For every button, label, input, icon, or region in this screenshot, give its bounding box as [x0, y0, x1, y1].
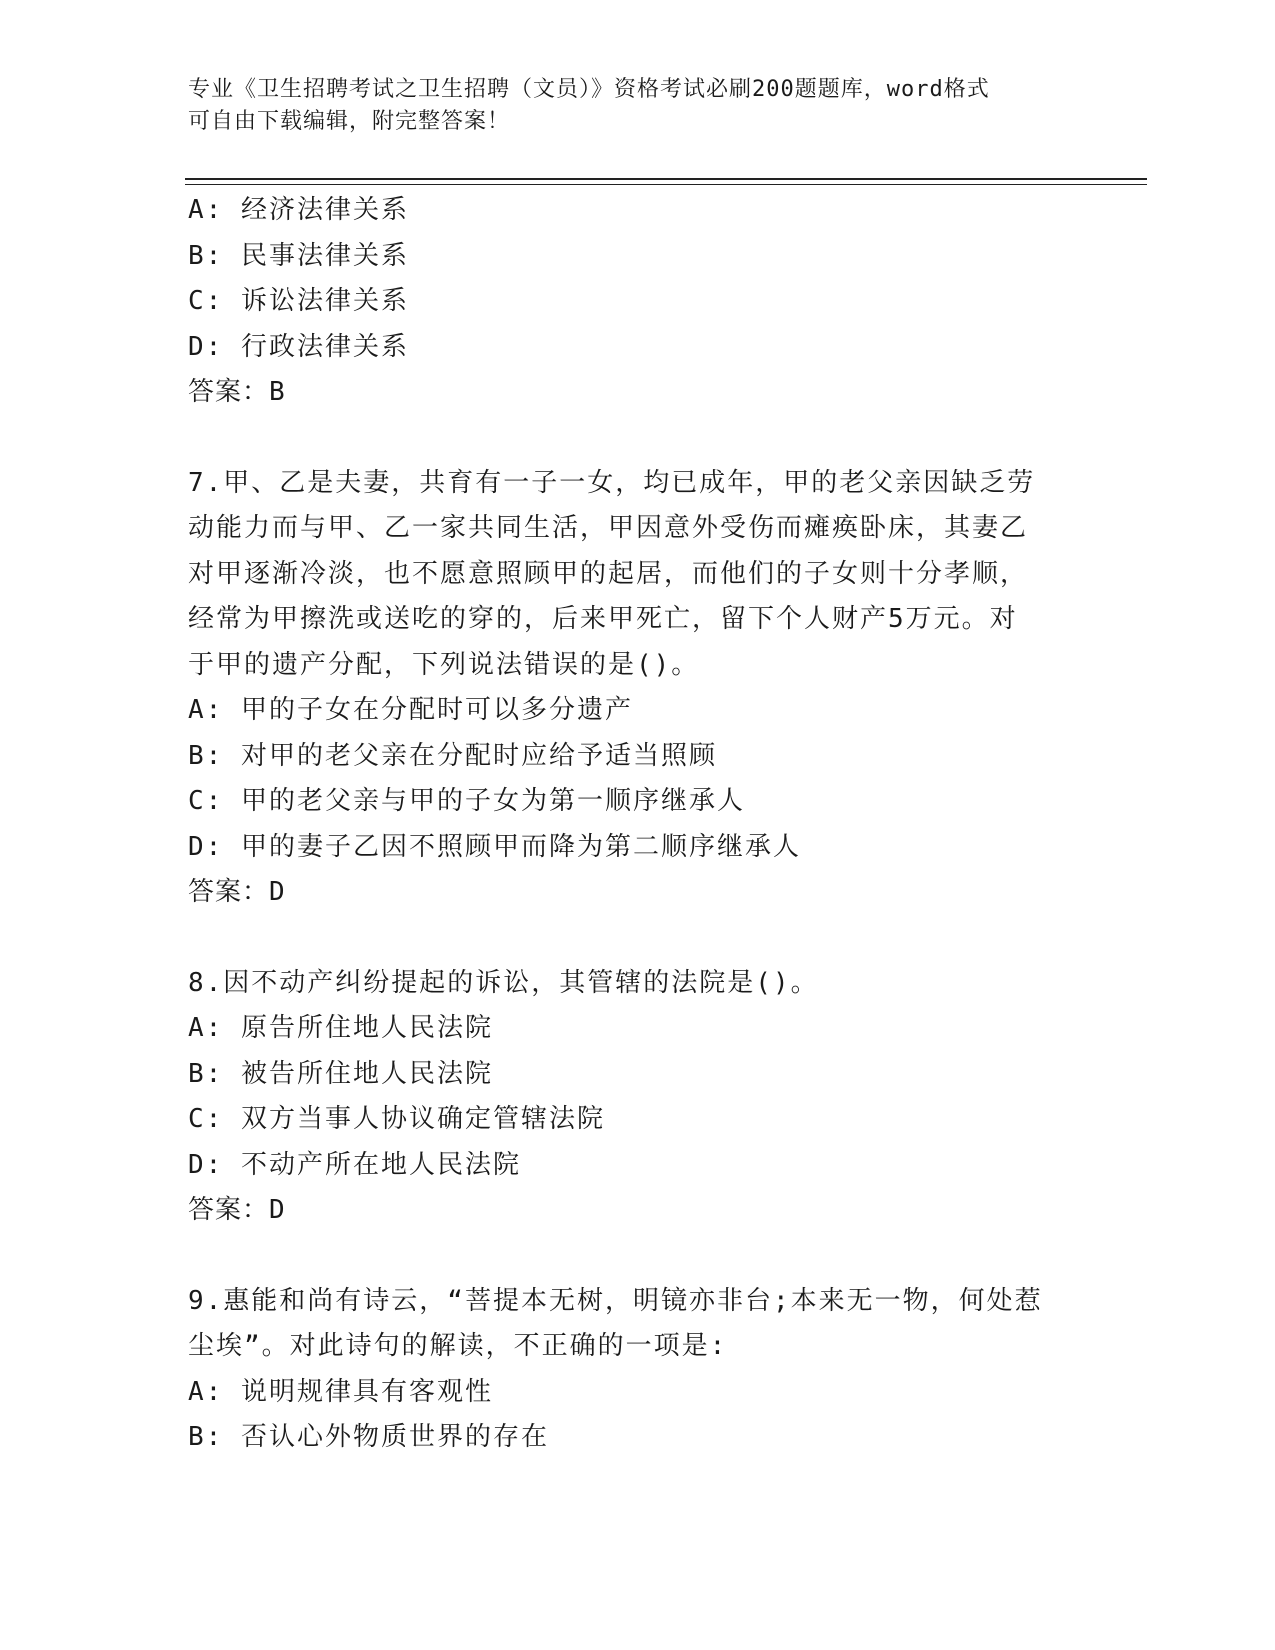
q9-option-b: B: 否认心外物质世界的存在 [188, 1422, 549, 1452]
q7-option-a: A: 甲的子女在分配时可以多分遗产 [188, 695, 633, 725]
question-9-block [188, 1279, 1088, 1461]
q7-option-c: C: 甲的老父亲与甲的子女为第一顺序继承人 [188, 786, 745, 816]
q8-option-a: A: 原告所住地人民法院 [188, 1013, 493, 1043]
q6-option-a: A: 经济法律关系 [188, 195, 409, 225]
q8-option-b: B: 被告所住地人民法院 [188, 1058, 493, 1089]
question-8-block [188, 961, 1088, 1234]
q6-option-b: B: 民事法律关系 [188, 240, 409, 271]
q7-text-line-3: 对甲逐渐冷淡，也不愿意照顾甲的起居，而他们的子女则十分孝顺， [188, 558, 1029, 589]
q6-option-c: C: 诉讼法律关系 [188, 286, 409, 316]
question-list [188, 188, 1088, 1506]
q9-option-a: A: 说明规律具有客观性 [188, 1376, 493, 1407]
header-line-2: 可自由下载编辑，附完整答案！ [188, 109, 511, 134]
header-divider-thick [185, 178, 1147, 180]
question-7-block [188, 461, 1088, 916]
q6-answer: 答案：B [188, 377, 286, 407]
header-divider-thin [185, 184, 1147, 185]
q8-option-c: C: 双方当事人协议确定管辖法院 [188, 1104, 605, 1134]
q7-text-line-2: 动能力而与甲、乙一家共同生活，甲因意外受伤而瘫痪卧床，其妻乙 [188, 513, 1029, 543]
q9-text-line-1: 9.惠能和尚有诗云，“菩提本无树，明镜亦非台;本来无一物，何处惹 [188, 1285, 1043, 1316]
header-line-1: 专业《卫生招聘考试之卫生招聘（文员）》资格考试必刷200题题库，word格式 [188, 77, 990, 102]
q7-text-line-1: 7.甲、乙是夫妻，共育有一子一女，均已成年，甲的老父亲因缺乏劳 [188, 467, 1036, 498]
q7-answer: 答案：D [188, 877, 286, 907]
q7-option-d: D: 甲的妻子乙因不照顾甲而降为第二顺序继承人 [188, 831, 801, 862]
q8-text-line-1: 8.因不动产纠纷提起的诉讼，其管辖的法院是()。 [188, 967, 819, 998]
question-6-block [188, 188, 1088, 416]
q7-text-line-4: 经常为甲擦洗或送吃的穿的，后来甲死亡，留下个人财产5万元。对 [188, 604, 1018, 634]
q9-text-line-2: 尘埃”。对此诗句的解读，不正确的一项是: [188, 1331, 728, 1361]
q7-text-line-5: 于甲的遗产分配，下列说法错误的是()。 [188, 649, 700, 680]
q8-option-d: D: 不动产所在地人民法院 [188, 1149, 521, 1180]
q8-answer: 答案：D [188, 1195, 286, 1225]
q6-option-d: D: 行政法律关系 [188, 331, 409, 362]
q7-option-b: B: 对甲的老父亲在分配时应给予适当照顾 [188, 740, 717, 771]
document-header [188, 74, 1078, 138]
